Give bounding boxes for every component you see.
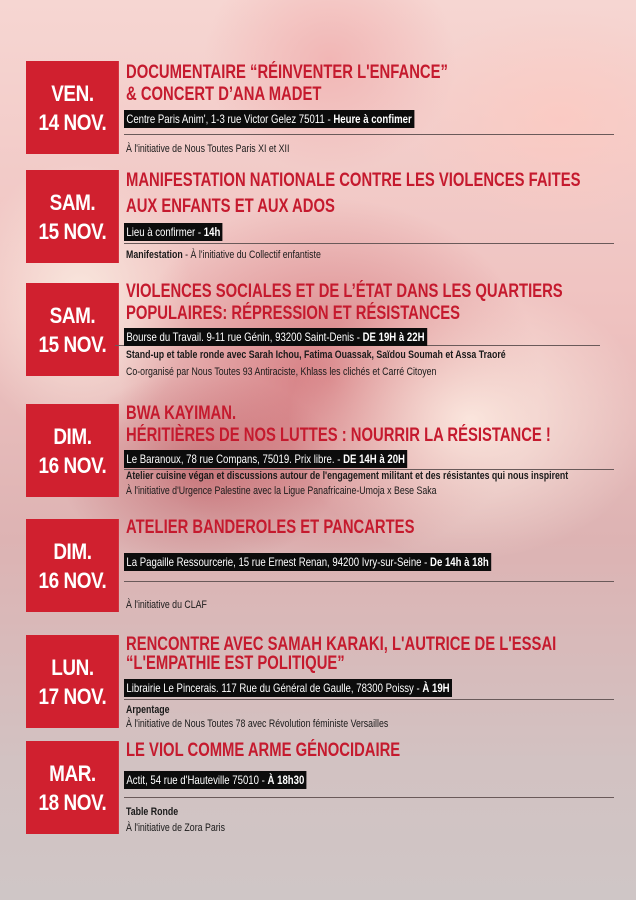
organizer-text: À l'initiative de Nous Toutes Paris XI et XII: [126, 143, 290, 155]
date-label: 16 NOV.: [38, 452, 107, 478]
day-label: LUN.: [51, 654, 94, 680]
event-title-line: MANIFESTATION NATIONALE CONTRE LES VIOLENCES FAITES: [126, 170, 581, 191]
event-title-line: HÉRITIÈRES DE NOS LUTTES : NOURRIR LA RÉSISTANCE !: [126, 425, 551, 446]
location-text: Lieu à confirmer -: [126, 225, 204, 239]
event-type-text: [126, 469, 568, 483]
location-text: Librairie Le Pincerais. 117 Rue du Général de Gaulle, 78300 Poissy -: [126, 681, 423, 695]
event-type-bold: Arpentage: [126, 704, 170, 716]
event-type-text: [126, 703, 170, 717]
separator-line: [124, 243, 614, 244]
event-title-line: DOCUMENTAIRE “RÉINVENTER L'ENFANCE”: [126, 62, 448, 83]
separator-line: [124, 699, 614, 700]
organizer-text: Co-organisé par Nous Toutes 93 Antiraciste, Khlass les clichés et Carré Citoyen: [126, 366, 437, 378]
location-bar: [124, 771, 307, 789]
time-text: De 14h à 18h: [430, 555, 489, 569]
organizer-text: À l'initiative du CLAF: [126, 599, 207, 611]
day-label: SAM.: [49, 302, 96, 328]
event-type-text: Manifestation: [126, 249, 183, 261]
day-label: SAM.: [49, 189, 96, 215]
location-text: Bourse du Travail. 9-11 rue Génin, 93200 Saint-Denis -: [126, 330, 363, 344]
day-label: DIM.: [53, 423, 92, 449]
date-label: 15 NOV.: [38, 218, 107, 244]
date-label: 18 NOV.: [38, 789, 107, 815]
event-type-bold: Atelier cuisine végan et discussions autour de l'engagement militant et des résistantes qui nous inspirent: [126, 470, 569, 482]
day-label: MAR.: [49, 760, 96, 786]
organizer-text: - À l'initiative du Collectif enfantiste: [182, 249, 321, 261]
separator-line: [124, 134, 614, 135]
event-type-bold: Stand-up et table ronde avec Sarah Ichou, Fatima Ouassak, Saïdou Soumah et Assa Traoré: [126, 349, 506, 361]
location-bar: [124, 223, 223, 241]
event-details: [126, 248, 321, 262]
location-text: Centre Paris Anim', 1-3 rue Victor Gelez 75011 -: [126, 112, 334, 126]
event-title-line: LE VIOL COMME ARME GÉNOCIDAIRE: [126, 740, 401, 761]
date-badge: [26, 635, 119, 728]
location-bar: [124, 553, 491, 571]
event-title-line: VIOLENCES SOCIALES ET DE L’ÉTAT DANS LES QUARTIERS: [126, 281, 563, 302]
date-badge: [26, 404, 119, 497]
date-badge: [26, 61, 119, 154]
date-badge: [26, 283, 119, 376]
location-bar: [124, 679, 452, 697]
event-title-line: RENCONTRE AVEC SAMAH KARAKI, L'AUTRICE DE L'ESSAI: [126, 634, 557, 655]
event-type-text: [126, 805, 178, 819]
date-badge: [26, 170, 119, 263]
organizer-text: À l'initiative d'Urgence Palestine avec la Ligue Panafricaine-Umoja x Bese Saka: [126, 485, 437, 497]
date-label: 16 NOV.: [38, 567, 107, 593]
organizer-text: À l'initiative de Nous Toutes 78 avec Révolution féministe Versailles: [126, 718, 389, 730]
time-text: À 19H: [422, 681, 450, 695]
event-title-line: AUX ENFANTS ET AUX ADOS: [126, 196, 335, 217]
separator-line: [124, 581, 614, 582]
location-text: Le Baranoux, 78 rue Compans, 75019. Prix libre. -: [126, 452, 344, 466]
location-text: Actit, 54 rue d'Hauteville 75010 -: [126, 773, 268, 787]
location-bar: [124, 328, 427, 346]
time-text: Heure à confimer: [333, 112, 412, 126]
time-text: DE 19H à 22H: [362, 330, 425, 344]
event-type-bold: Table Ronde: [126, 806, 179, 818]
date-badge: [26, 741, 119, 834]
location-bar: [124, 450, 407, 468]
event-title-line: “L'EMPATHIE EST POLITIQUE”: [126, 653, 345, 674]
event-title-line: BWA KAYIMAN.: [126, 403, 237, 424]
event-type-text: [126, 348, 506, 362]
event-title-line: & CONCERT D’ANA MADET: [126, 84, 322, 105]
date-label: 15 NOV.: [38, 331, 107, 357]
time-text: 14h: [203, 225, 221, 239]
time-text: À 18h30: [267, 773, 305, 787]
date-badge: [26, 519, 119, 612]
day-label: DIM.: [53, 538, 92, 564]
event-title-line: POPULAIRES: RÉPRESSION ET RÉSISTANCES: [126, 303, 461, 324]
location-text: La Pagaille Ressourcerie, 15 rue Ernest Renan, 94200 Ivry-sur-Seine -: [126, 555, 431, 569]
time-text: DE 14H à 20H: [343, 452, 405, 466]
date-label: 14 NOV.: [38, 109, 107, 135]
date-label: 17 NOV.: [38, 683, 107, 709]
location-bar: [124, 110, 414, 128]
event-title-line: ATELIER BANDEROLES ET PANCARTES: [126, 517, 415, 538]
day-label: VEN.: [51, 80, 94, 106]
separator-line: [124, 797, 614, 798]
organizer-text: À l'initiative de Zora Paris: [126, 822, 226, 834]
